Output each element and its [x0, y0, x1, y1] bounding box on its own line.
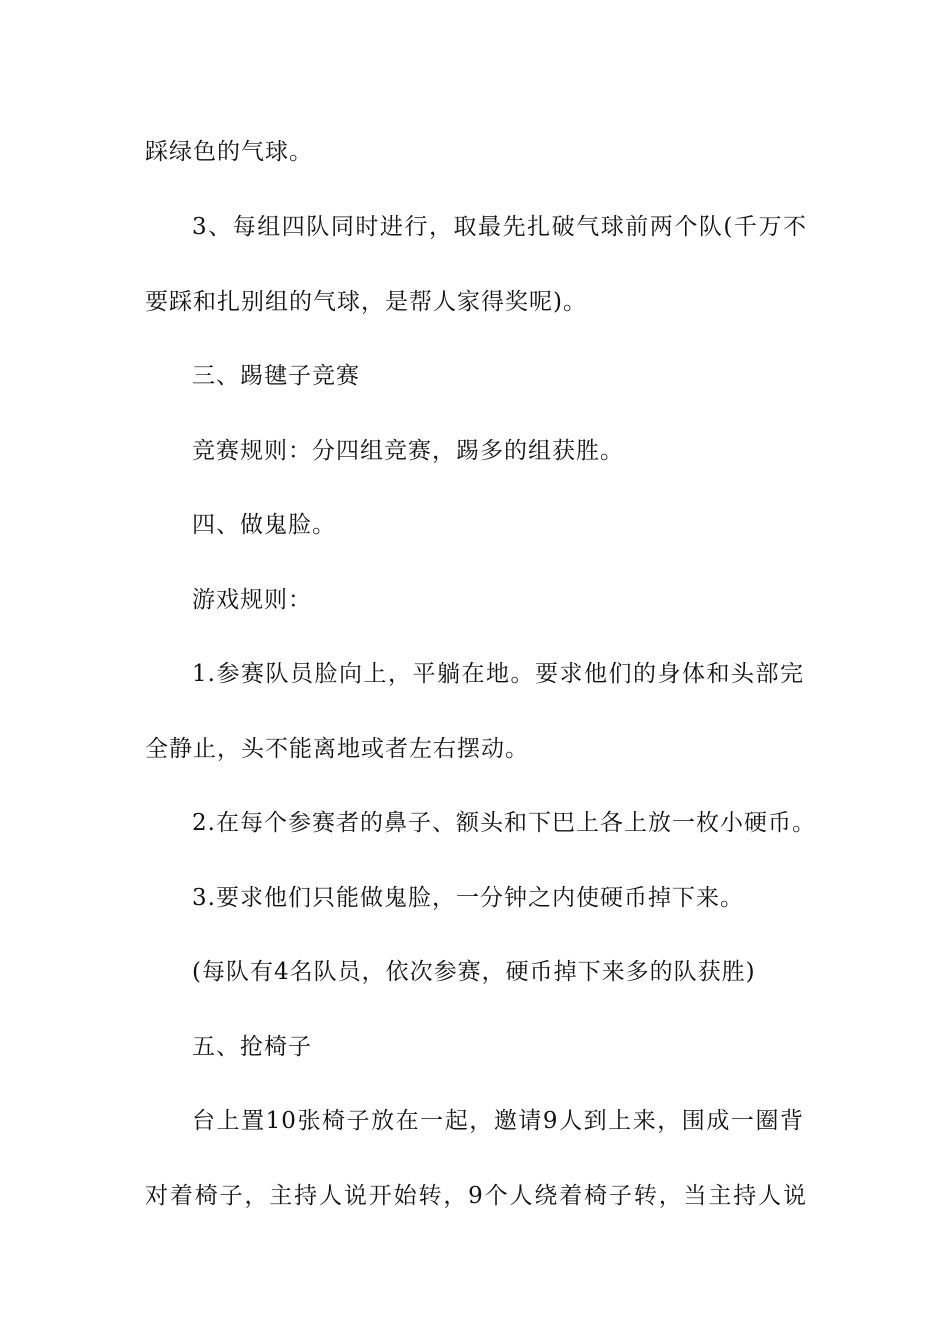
paragraph-line: 竞赛规则：分四组竞赛，踢多的组获胜。: [192, 438, 624, 464]
paragraph-line: 1.参赛队员脸向上，平躺在地。要求他们的身体和头部完: [192, 661, 804, 687]
paragraph-line: 3、每组四队同时进行，取最先扎破气球前两个队(千万不: [192, 214, 807, 240]
paragraph-line: 对着椅子，主持人说开始转，9个人绕着椅子转，当主持人说: [145, 1183, 807, 1209]
paragraph-line: 台上置10张椅子放在一起，邀请9人到上来，围成一圈背: [192, 1108, 804, 1134]
paragraph-line: 全静止，头不能离地或者左右摆动。: [145, 736, 529, 762]
section-heading: 五、抢椅子: [192, 1034, 312, 1060]
paragraph-line: 踩绿色的气球。: [145, 139, 313, 165]
section-heading: 四、做鬼脸。: [192, 512, 336, 538]
section-heading: 三、踢毽子竞赛: [192, 363, 360, 389]
paragraph-line: 要踩和扎别组的气球，是帮人家得奖呢)。: [145, 289, 587, 315]
paragraph-line: (每队有4名队员，依次参赛，硬币掉下来多的队获胜): [192, 959, 756, 985]
paragraph-line: 游戏规则：: [192, 587, 312, 613]
paragraph-line: 2.在每个参赛者的鼻子、额头和下巴上各上放一枚小硬币。: [192, 810, 816, 836]
paragraph-line: 3.要求他们只能做鬼脸，一分钟之内使硬币掉下来。: [192, 885, 744, 911]
